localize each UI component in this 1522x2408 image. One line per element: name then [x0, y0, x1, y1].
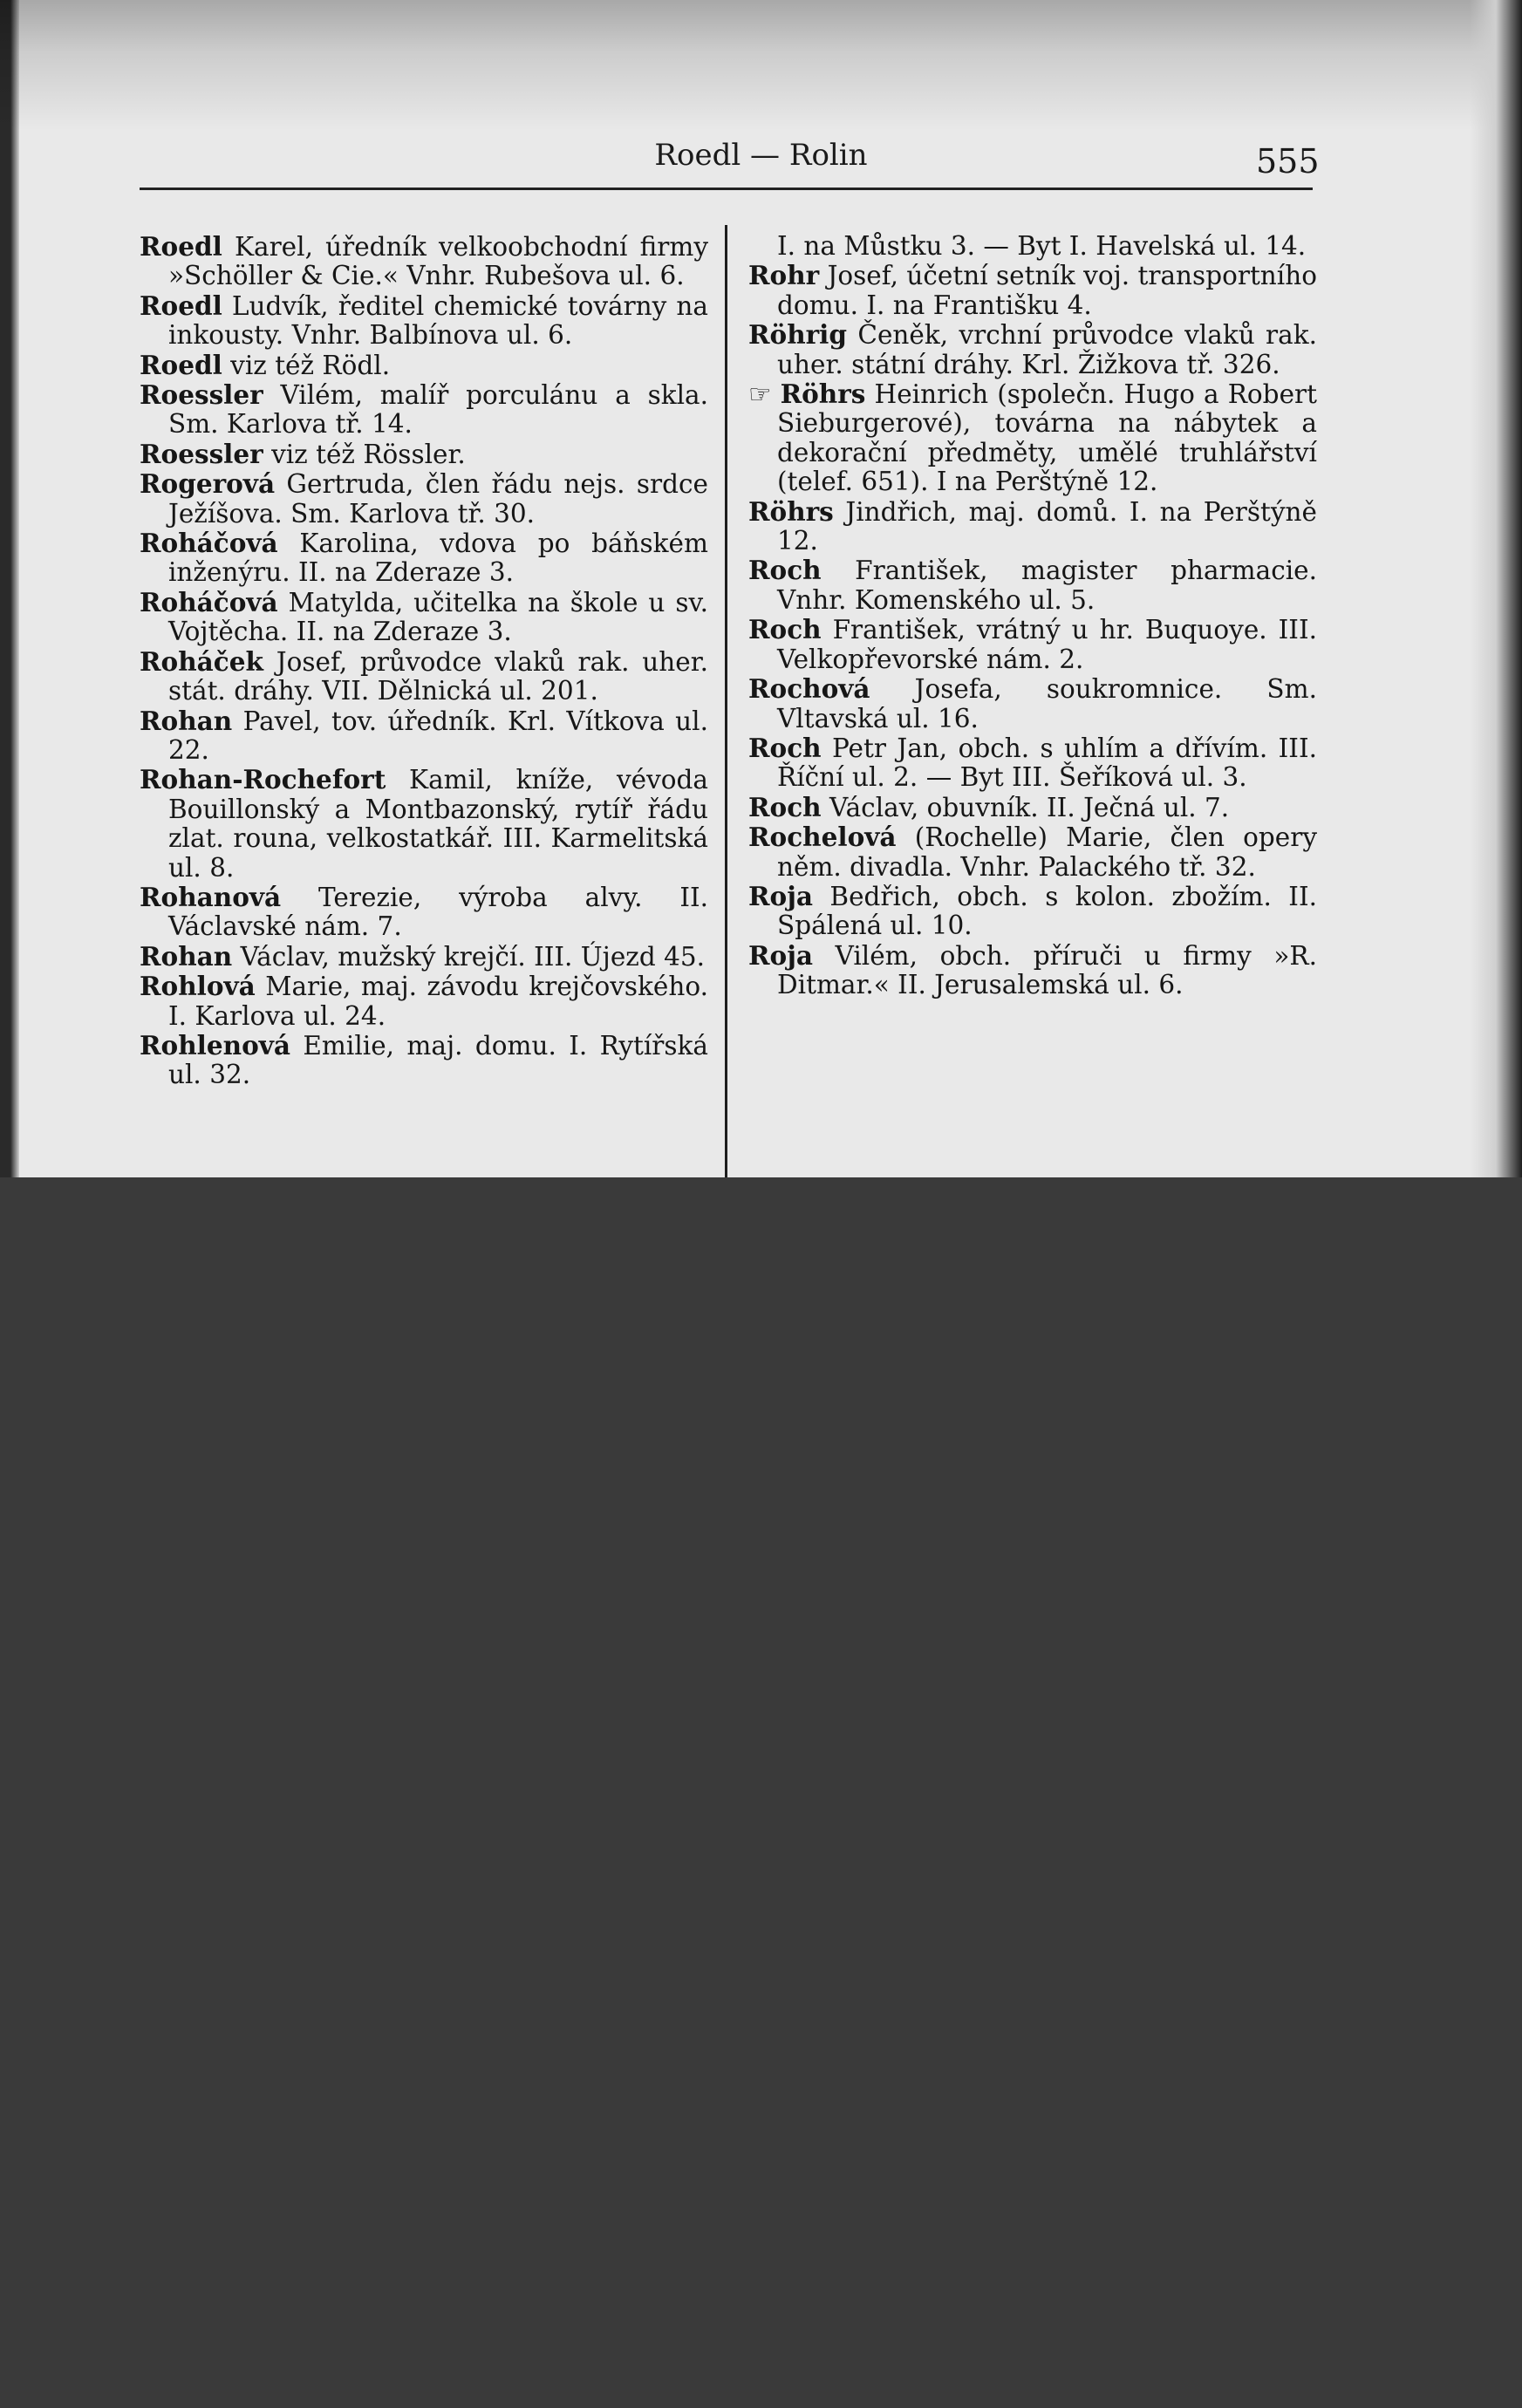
entry-surname: Rohlová: [140, 971, 256, 1002]
directory-entry: [748, 882, 1317, 941]
entry-surname: Roessler: [140, 438, 263, 469]
entry-details: Heinrich (společn. Hugo a Robert Sieburgerové), továrna na nábytek a dekorační předměty, umělé truhlářství (telef. 651). I na Perštýně 12.: [777, 379, 1317, 497]
entry-details: Emilie, maj. domu. I. Rytířská ul. 32.: [168, 1030, 708, 1090]
entry-surname: Roedl: [140, 290, 222, 321]
entry-surname: Roch: [748, 614, 822, 645]
directory-entry: [748, 941, 1317, 1000]
entry-details: Jindřich, maj. domů. I. na Perštýně 12.: [777, 496, 1317, 556]
directory-entry: [140, 972, 708, 1031]
entry-surname: Roedl: [140, 349, 222, 380]
entry-surname: Roháčová: [140, 586, 278, 617]
entry-surname: Roja: [748, 939, 813, 971]
page-number: 555: [1256, 142, 1320, 181]
directory-entry: [748, 733, 1317, 793]
entry-details: Josef, účetní setník voj. transportního domu. I. na Františku 4.: [777, 261, 1317, 320]
directory-page: [0, 0, 1522, 1177]
directory-entry: [748, 232, 1317, 261]
entry-surname: Rohan: [140, 940, 233, 972]
directory-entry: [140, 351, 708, 380]
entry-details: viz též Rössler.: [263, 439, 466, 469]
entry-surname: Rochelová: [748, 822, 897, 853]
entry-details: I. na Můstku 3. — Byt I. Havelská ul. 14.: [777, 231, 1307, 261]
entry-surname: Röhrs: [780, 379, 866, 410]
directory-entry: [140, 1031, 708, 1090]
entry-details: Josef, průvodce vlaků rak. uher. stát. dráhy. VII. Dělnická ul. 201.: [168, 646, 708, 706]
directory-entry: [140, 469, 708, 529]
binding-shadow: [0, 0, 19, 1177]
directory-entry: [748, 615, 1317, 674]
directory-entry: [140, 942, 708, 972]
entry-details: Karolina, vdova po báňském inženýru. II. na Zderaze 3.: [168, 529, 708, 588]
directory-entry: [748, 261, 1317, 320]
entry-details: Matylda, učitelka na škole u sv. Vojtěcha. II. na Zderaze 3.: [168, 587, 708, 647]
entry-details: Petr Jan, obch. s uhlím a dřívím. III. Říční ul. 2. — Byt III. Šeříková ul. 3.: [777, 733, 1317, 793]
directory-entry: [140, 883, 708, 942]
directory-entry: [748, 320, 1317, 379]
entry-surname: Roch: [748, 555, 822, 586]
entry-surname: Roháček: [140, 645, 263, 677]
directory-entry: [140, 440, 708, 469]
entry-details: František, magister pharmacie. Vnhr. Komenského ul. 5.: [777, 556, 1317, 615]
directory-entry: [140, 588, 708, 647]
entry-surname: Rohan: [140, 705, 233, 736]
entry-details: Gertruda, člen řádu nejs. srdce Ježíšova. Sm. Karlova tř. 30.: [168, 469, 708, 529]
entry-surname: Rochová: [748, 673, 870, 705]
directory-entry: [748, 822, 1317, 882]
entry-surname: Röhrig: [748, 319, 848, 351]
entry-surname: Rohanová: [140, 881, 282, 912]
directory-entry: [748, 793, 1317, 822]
entry-details: Josefa, soukromnice. Sm. Vltavská ul. 16.: [777, 674, 1317, 733]
directory-entry: [748, 674, 1317, 733]
entry-details: Pavel, tov. úředník. Krl. Vítkova ul. 22.: [168, 706, 708, 765]
entry-details: Čeněk, vrchní průvodce vlaků rak. uher. státní dráhy. Krl. Žižkova tř. 326.: [777, 320, 1317, 379]
entry-surname: Rogerová: [140, 468, 276, 500]
directory-entry: [748, 379, 1317, 497]
entry-details: Ludvík, ředitel chemické továrny na inkousty. Vnhr. Balbínova ul. 6.: [168, 290, 708, 351]
entry-details: Kamil, kníže, vévoda Bouillonský a Montbazonský, rytíř řádu zlat. rouna, velkostatkář. III. Karmelitská ul. 8.: [168, 765, 708, 883]
entry-details: Bedřich, obch. s kolon. zbožím. II. Spálená ul. 10.: [777, 881, 1317, 941]
header-rule: [140, 188, 1313, 190]
directory-entry: [748, 556, 1317, 615]
entry-surname: Roch: [748, 791, 822, 822]
left-column: [140, 232, 708, 1090]
entry-details: Marie, maj. závodu krejčovského. I. Karlova ul. 24.: [168, 972, 708, 1031]
entry-details: (Rochelle) Marie, člen opery něm. divadla. Vnhr. Palackého tř. 32.: [777, 822, 1317, 882]
entry-surname: Roessler: [140, 379, 263, 411]
entry-surname: Roháčová: [140, 528, 278, 559]
directory-entry: [140, 380, 708, 440]
entry-details: Terezie, výroba alvy. II. Václavské nám. 7.: [168, 882, 708, 942]
directory-entry: [140, 232, 708, 291]
entry-surname: Rohr: [748, 260, 820, 291]
entry-details: František, vrátný u hr. Buquoye. III. Velkopřevorské nám. 2.: [777, 615, 1317, 674]
entry-details: Vilém, malíř porculánu a skla. Sm. Karlova tř. 14.: [168, 380, 708, 440]
scan-cutoff-area: [0, 1177, 1522, 2408]
directory-entry: [140, 291, 708, 351]
entry-surname: Röhrs: [748, 495, 834, 527]
entry-details: viz též Rödl.: [222, 350, 391, 380]
entry-surname: Rohlenová: [140, 1029, 290, 1061]
directory-entry: [140, 706, 708, 766]
scan-shading: [0, 0, 1522, 131]
running-header: Roedl — Rolin: [654, 138, 868, 173]
directory-entry: [140, 647, 708, 706]
directory-entry: [140, 529, 708, 588]
entry-surname: Roedl: [140, 231, 222, 262]
entry-surname: Roch: [748, 732, 822, 763]
entry-details: Vilém, obch. příruči u firmy »R. Ditmar.« II. Jerusalemská ul. 6.: [777, 940, 1317, 1000]
entry-details: Václav, mužský krejčí. III. Újezd 45.: [232, 941, 705, 972]
entry-surname: Roja: [748, 880, 813, 911]
directory-entry: [748, 497, 1317, 556]
directory-entry: [140, 765, 708, 883]
pointing-hand-icon: ☞: [748, 379, 772, 410]
entry-surname: Rohan-Rochefort: [140, 764, 386, 795]
page-edge-shadow: [1470, 0, 1522, 1177]
entry-details: Karel, úředník velkoobchodní firmy »Schöller & Cie.« Vnhr. Rubešova ul. 6.: [168, 232, 708, 291]
entry-details: Václav, obuvník. II. Ječná ul. 7.: [821, 792, 1230, 822]
right-column: [748, 232, 1317, 1000]
column-divider: [725, 225, 727, 1177]
